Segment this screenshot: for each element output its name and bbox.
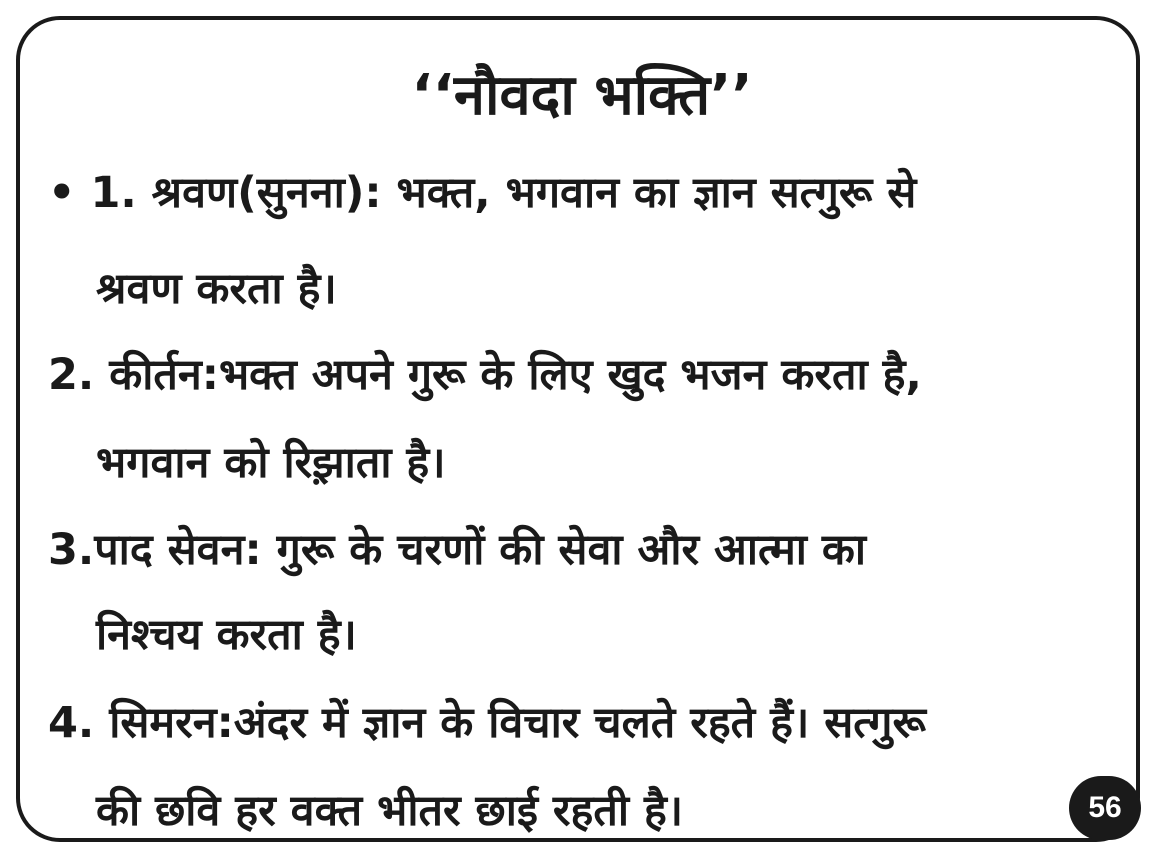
text-line: 2. कीर्तन:भक्त अपने गुरू के लिए खुद भजन करता है, (48, 350, 922, 400)
text-line: 3.पाद सेवन: गुरू के चरणों की सेवा और आत्मा का (48, 525, 867, 575)
slide-title: ‘‘नौवदा भक्ति’’ (411, 63, 753, 128)
text-line: श्रवण करता है। (96, 264, 337, 314)
text-line: की छवि हर वक्त भीतर छाई रहती है। (96, 786, 684, 836)
text-line: भगवान को रिझ़ाता है। (96, 438, 446, 488)
text-line: • 1. श्रवण(सुनना): भक्त, भगवान का ज्ञान सत्गुरू से (48, 168, 917, 218)
text-line: निश्चय करता है। (96, 610, 357, 660)
text-line: 4. सिमरन:अंदर में ज्ञान के विचार चलते रहते हैं। सत्गुरू (48, 698, 926, 748)
page-number-badge: 56 (1069, 776, 1141, 840)
